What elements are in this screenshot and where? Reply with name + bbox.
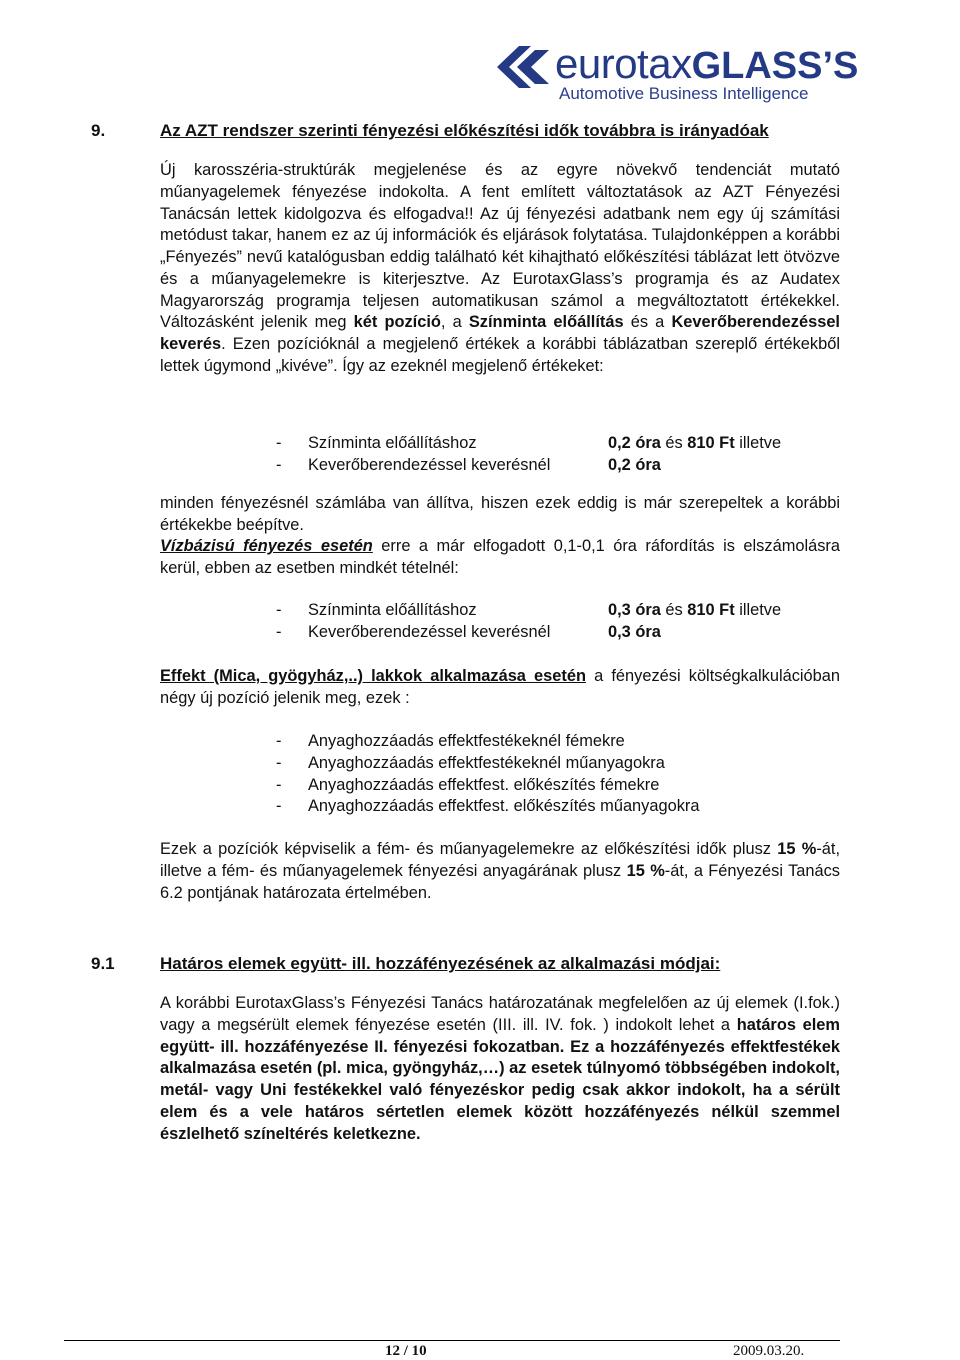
section-number: 9. [91,121,106,140]
subsection-number: 9.1 [91,954,115,973]
section-9-paragraph-5: Ezek a pozíciók képviselik a fém- és műanyagelemekre az előkészítési idők plusz 15 %-át, illetve a fém- és műanyagelemek fényezési anyagárának plusz 15 %-át, a Fényezési Tanács 6.2 pontjának határozata értelmében. [160,840,840,902]
section-9-paragraph-1: Új karosszéria-struktúrák megjelenése és az egyre növekvő tendenciát mutató műanyagelemek fényezése indokolta. A fent említett változtatások az AZT Fényezési Tanácsán lettek kidolgozva és elfogadva!! Az új fényezési adatbank nem egy új számítási metódust takar, hanem ez az új információk és eljárások folytatása. Tulajdonképpen a korábbi „Fényezés” nevű katalógusban eddig található két kihajtható előkészítési táblázat lett ötvözve és a műanyagelemekre is kiterjesztve. Az EurotaxGlass’s programja és az Audatex Magyarország programja teljesen automatikusan számol a megváltoztatott értékekkel. Változásként jelenik meg két pozíció, a Színminta előállítás és a Keverőberendezéssel keverés. Ezen pozícióknál a megjelenő értékek a korábbi táblázatban szereplő értékekből lettek úgymond „kivéve”. Így az ezeknél megjelenő értékeket: [160,161,840,375]
subsection-title: Határos elemek együtt- ill. hozzáfényezésének az alkalmazási módjai: [160,954,721,973]
logo-tagline: Automotive Business Intelligence [559,84,809,103]
logo-arrow-icon [495,44,555,90]
section-9-paragraph-2: minden fényezésnél számlába van állítva, hiszen ezek eddig is már szerepeltek a korábbi értékekbe beépítve. [160,494,840,534]
footer-divider [64,1340,840,1341]
page-number: 12 / 10 [385,1343,427,1359]
section-9-paragraph-3: Vízbázisú fényezés esetén erre a már elfogadott 0,1-0,1 óra ráfordítás is elszámolásra kerül, ebben az esetben mindkét tételnél: [160,537,840,577]
logo-wordmark: eurotaxGLASS’S [555,40,859,87]
section-title: Az AZT rendszer szerinti fényezési előkészítési idők továbbra is irányadóak [160,121,769,140]
document-date: 2009.03.20. [733,1343,805,1359]
eurotaxglass-logo [495,38,859,104]
document-page: eurotaxGLASS’S Automotive Business Intelligence 9. Az AZT rendszer szerinti fényezési előkészítési idők továbbra is irányadóak Új karosszéria-struktúrák megjelenése és az egyre növekvő tendenciát mutató műanyagelemek fényezése indokolta. A fent említett változtatások az AZT Fényezési Tanácsán lettek kidolgozva és elfogadva!! Az új fényezési adatbank nem egy új számítási metódust takar, hanem ez az új információk és eljárások folytatása. Tulajdonképpen a korábbi „Fényezés” nevű katalógusban eddig található két kihajtható előkészítési táblázat lett ötvözve és a műanyagelemekre is kiterjesztve. Az EurotaxGlass’s programja és az Audatex Magyarország programja teljesen automatikusan számol a megváltoztatott értékekkel. Változásként jelenik meg két pozíció, a Színminta előállítás és a Keverőberendezéssel keverés. Ezen pozícióknál a megjelenő értékek a korábbi táblázatban szereplő értékekből lettek úgymond „kivéve”. Így az ezeknél megjelenő értékeket: - Színminta előállításhoz 0,2 óra és 810 Ft illetve - Keverőberendezéssel keverésnél 0,2 óra minden fényezésnél számlába van állítva, hiszen ezek eddig is már szerepeltek a korábbi értékekbe beépítve. Vízbázisú fényezés esetén erre a már elfogadott 0,1-0,1 óra ráfordítás is elszámolásra kerül, ebben az esetben mindkét tételnél: - Színminta előállításhoz 0,3 óra és 810 Ft illetve - Keverőberendezéssel keverésnél 0,3 óra Effekt (Mica, gyögyház,..) lakkok alkalmazása esetén a fényezési költségkalkulációban négy új pozíció jelenik meg, ezek : - Anyaghozzáadás effektfestékeknél fémekre - Anyaghozzáadás effektfestékeknél műanyagokra - Anyaghozzáadás effektfest. előkészítés fémekre - Anyaghozzáadás effektfest. előkészítés műanyagokra Ezek a pozíciók képviselik a fém- és műanyagelemekre az előkészítési idők plusz 15 %-át, illetve a fém- és műanyagelemek fényezési anyagárának plusz 15 %-át, a Fényezési Tanács 6.2 pontjának határozata értelmében. 9.1 Határos elemek együtt- ill. hozzáfényezésének az alkalmazási módjai: A korábbi EurotaxGlass’s Fényezési Tanács határozatának megfelelően az új elemek (I.fok.) vagy a megsérült elemek fényezése esetén (III. ill. IV. fok. ) indokolt lehet a határos elem együtt- ill. hozzáfényezése II. fényezési fokozatban. Ez a hozzáfényezés effektfestékek alkalmazása esetén (pl. mica, gyöngyház,…) az esetek túlnyomó többségében indokolt, metál- vagy Uni festékekkel való fényezéskor pedig csak akkor indokolt, ha a sérült elem és a vele határos sértetlen elemek között hozzáfényezés nélkül szemmel észlelhető színeltérés keletkezne. 12 / 10 2009.03.20. [0,0,960,1358]
section-9-paragraph-4: Effekt (Mica, gyögyház,..) lakkok alkalmazása esetén a fényezési költségkalkulációban négy új pozíció jelenik meg, ezek : [160,667,840,707]
section-9-1-paragraph-1: A korábbi EurotaxGlass’s Fényezési Tanács határozatának megfelelően az új elemek (I.fok.) vagy a megsérült elemek fényezése esetén (III. ill. IV. fok. ) indokolt lehet a határos elem együtt- ill. hozzáfényezése II. fényezési fokozatban. Ez a hozzáfényezés effektfestékek alkalmazása esetén (pl. mica, gyöngyház,…) az esetek túlnyomó többségében indokolt, metál- vagy Uni festékekkel való fényezéskor pedig csak akkor indokolt, ha a sérült elem és a vele határos sértetlen elemek között hozzáfényezés nélkül szemmel észlelhető színeltérés keletkezne. [160,994,840,1143]
